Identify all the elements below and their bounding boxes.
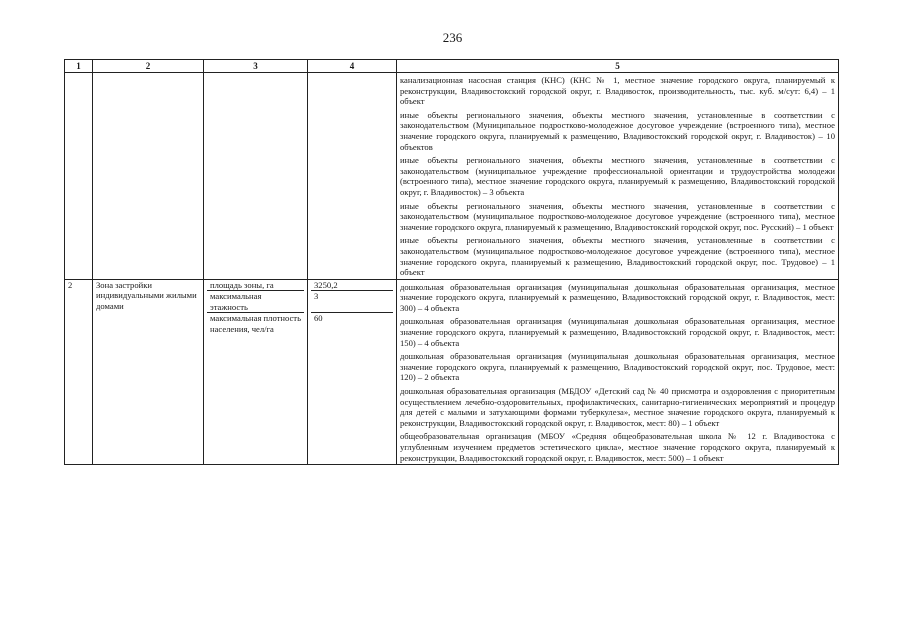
object-entry: дошкольная образовательная организация (муниципальная дошкольная образовательная организация, местное значение городского округа, планируемый к размещению, Владивостокский городской округ, г. Владивосток, мест: 300) – 4 объекта: [400, 281, 835, 313]
parameter-name-cell: [204, 279, 308, 465]
parameter-value-cell: [308, 73, 397, 280]
objects-cell: [397, 279, 839, 465]
parameter-name-cell: [204, 73, 308, 280]
column-header: 3: [204, 60, 308, 73]
column-header: 5: [397, 60, 839, 73]
column-header: 2: [93, 60, 204, 73]
column-header: 4: [308, 60, 397, 73]
parameter-value-cell: [308, 279, 397, 465]
object-entry: иные объекты регионального значения, объекты местного значения, установленные в соответствии с законодательством (муниципальное подростково-молодежное досуговое учреждение (встроенного типа), местное значение городского округа, планируемый к размещению, Владивостокский городской округ, пос. Русский) – 1 объект: [400, 200, 835, 232]
objects-cell: [397, 73, 839, 280]
parameter-name: максимальная этажность: [207, 291, 304, 313]
row-number-cell: [65, 73, 93, 280]
object-entry: иные объекты регионального значения, объекты местного значения, установленные в соответствии с законодательством (муниципальное учреждение профессиональной ориентации и трудоустройства молодежи (встроенного типа), местное значение городского округа, планируемый к размещению, Владивостокский городской округ, г. Владивосток) – 3 объекта: [400, 155, 835, 197]
page-number: 236: [442, 30, 463, 45]
object-entry: дошкольная образовательная организация (муниципальная дошкольная образовательная организация, местное значение городского округа, планируемый к размещению, Владивостокский городской округ, г. Владивосток, мест: 150) – 4 объекта: [400, 316, 835, 348]
object-entry: иные объекты регионального значения, объекты местного значения, установленные в соответствии с законодательством (муниципальное подростково-молодежное досуговое учреждение (встроенного типа), местное значение городского округа, планируемый к размещению, Владивостокский городской округ, пос. Трудовое) – 1 объект: [400, 235, 835, 278]
parameter-name: максимальная плотность населения, чел/га: [210, 313, 301, 335]
row-number-cell: 2: [65, 279, 93, 465]
column-header: 1: [65, 60, 93, 73]
object-entry: дошкольная образовательная организация (муниципальная дошкольная образовательная организация, местное значение городского округа, планируемый к размещению, Владивостокский городской округ, пос. Трудовое, мест: 120) – 2 объекта: [400, 351, 835, 383]
object-entry: иные объекты регионального значения, объекты местного значения, установленные в соответствии с законодательством (Муниципальное подростково-молодежное досуговое учреждение (встроенного типа), местное значение городского округа, планируемый к размещению, Владивостокский городской округ, г. Владивосток) – 10 объектов: [400, 109, 835, 152]
zone-name-cell: Зона застройки индивидуальными жилыми домами: [93, 279, 204, 465]
parameter-value: 3: [311, 291, 393, 313]
zone-name-cell: [93, 73, 204, 280]
header-row: [65, 60, 839, 73]
object-entry: канализационная насосная станция (КНС) (КНС № 1, местное значение городского округа, планируемый к реконструкции, Владивостокский городской округ, г. Владивосток, производительность, тыс. куб. м/сут: 6,4) – 1 объект: [400, 75, 835, 107]
parameter-value: 60: [314, 313, 323, 324]
object-entry: общеобразовательная организация (МБОУ «Средняя общеобразовательная школа № 12 г. Владивостока с углубленным изучением предметов эстетического цикла», местное значение городского округа, планируемый к реконструкции, Владивостокский городской округ, г. Владивосток, мест: 500) – 1 объект: [400, 431, 835, 463]
table-row: [65, 73, 839, 280]
table-row: [65, 279, 839, 465]
object-entry: дошкольная образовательная организация (МБДОУ «Детский сад № 40 присмотра и оздоровления с приоритетным осуществлением лечебно-оздоровительных, профилактических, санитарно-гигиенических мероприятий и процедур для детей с малыми и затухающими формами туберкулеза», местное значение городского округа, планируемый к реконструкции, Владивостокский городской округ, г. Владивосток, мест: 80) – 1 объект: [400, 386, 835, 428]
parameter-value: 3250,2: [311, 280, 393, 292]
parameter-name: площадь зоны, га: [207, 280, 304, 292]
document-table: [64, 59, 839, 465]
